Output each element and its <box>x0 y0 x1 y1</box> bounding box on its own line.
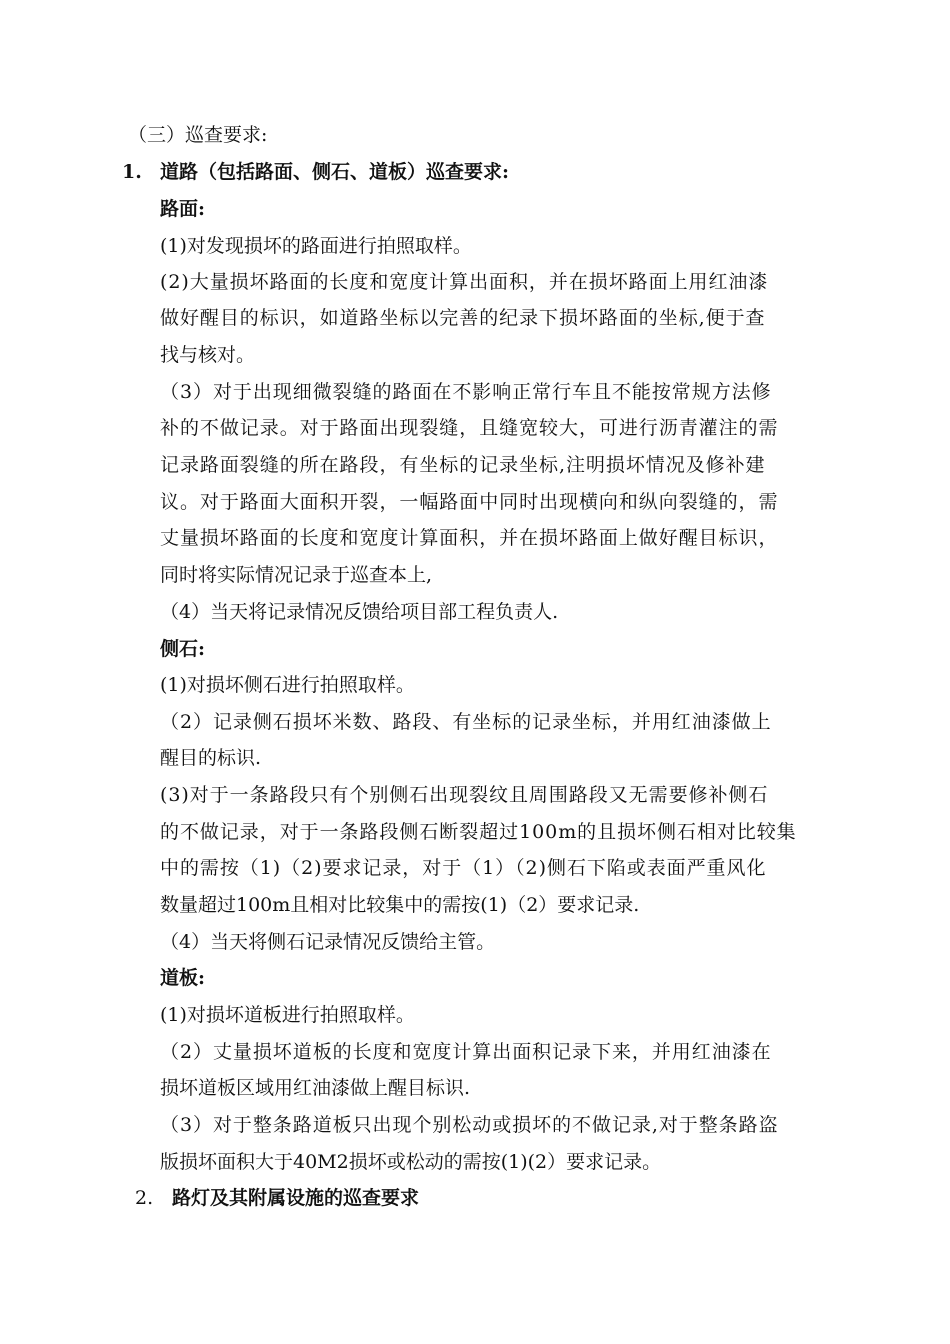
item-1-number: 1. <box>122 161 142 183</box>
road-item-3-line-2: 补的不做记录。对于路面出现裂缝，且缝宽较大，可进行沥青灌注的需 <box>160 417 779 439</box>
item-1-title: 道路（包括路面、侧石、道板）巡查要求: <box>160 161 510 183</box>
curb-item-4: （4）当天将侧石记录情况反馈给主管。 <box>160 931 496 953</box>
road-item-3-line-5: 丈量损坏路面的长度和宽度计算面积，并在损坏路面上做好醒目标识， <box>160 527 779 549</box>
road-item-3-line-1: （3）对于出现细微裂缝的路面在不影响正常行车且不能按常规方法修 <box>160 381 772 403</box>
road-item-3-line-4: 议。对于路面大面积开裂，一幅路面中同时出现横向和纵向裂缝的，需 <box>160 491 779 513</box>
road-item-2-line-1: (2)大量损坏路面的长度和宽度计算出面积，并在损坏路面上用红油漆 <box>160 271 769 293</box>
sidewalk-item-3-line-2: 版损坏面积大于40M2损坏或松动的需按(1)(2）要求记录。 <box>160 1151 662 1173</box>
curb-heading: 侧石: <box>160 638 206 660</box>
curb-item-3-line-3: 中的需按（1)（2)要求记录，对于（1）（2)侧石下陷或表面严重风化 <box>160 857 767 879</box>
road-item-2-line-3: 找与核对。 <box>160 344 256 366</box>
road-item-4: （4）当天将记录情况反馈给项目部工程负责人. <box>160 601 559 623</box>
item-2-number: 2. <box>135 1187 154 1209</box>
sidewalk-item-3-line-1: （3）对于整条路道板只出现个别松动或损坏的不做记录,对于整条路盗 <box>160 1114 779 1136</box>
sidewalk-item-1: (1)对损坏道板进行拍照取样。 <box>160 1004 415 1026</box>
road-item-1: (1)对发现损坏的路面进行拍照取样。 <box>160 235 472 257</box>
road-item-2-line-2: 做好醒目的标识，如道路坐标以完善的纪录下损坏路面的坐标,便于查 <box>160 307 766 329</box>
road-item-3-line-3: 记录路面裂缝的所在路段，有坐标的记录坐标,注明损坏情况及修补建 <box>160 454 766 476</box>
curb-item-3-line-2: 的不做记录，对于一条路段侧石断裂超过100m的且损坏侧石相对比较集 <box>160 821 797 843</box>
curb-item-3-line-1: (3)对于一条路段只有个别侧石出现裂纹且周围路段又无需要修补侧石 <box>160 784 769 806</box>
curb-item-2-line-2: 醒目的标识. <box>160 747 262 769</box>
sidewalk-heading: 道板: <box>160 967 206 989</box>
curb-item-2-line-1: （2）记录侧石损坏米数、路段、有坐标的记录坐标，并用红油漆做上 <box>160 711 772 733</box>
curb-item-1: (1)对损坏侧石进行拍照取样。 <box>160 674 415 696</box>
sidewalk-item-2-line-2: 损坏道板区域用红油漆做上醒目标识. <box>160 1077 471 1099</box>
curb-item-3-line-4: 数量超过100m且相对比较集中的需按(1)（2）要求记录. <box>160 894 640 916</box>
sidewalk-item-2-line-1: （2）丈量损坏道板的长度和宽度计算出面积记录下来，并用红油漆在 <box>160 1041 772 1063</box>
road-heading: 路面: <box>160 198 206 220</box>
item-2-title: 路灯及其附属设施的巡查要求 <box>172 1187 420 1209</box>
section-heading: （三）巡查要求: <box>128 124 268 146</box>
road-item-3-line-6: 同时将实际情况记录于巡查本上, <box>160 564 433 586</box>
